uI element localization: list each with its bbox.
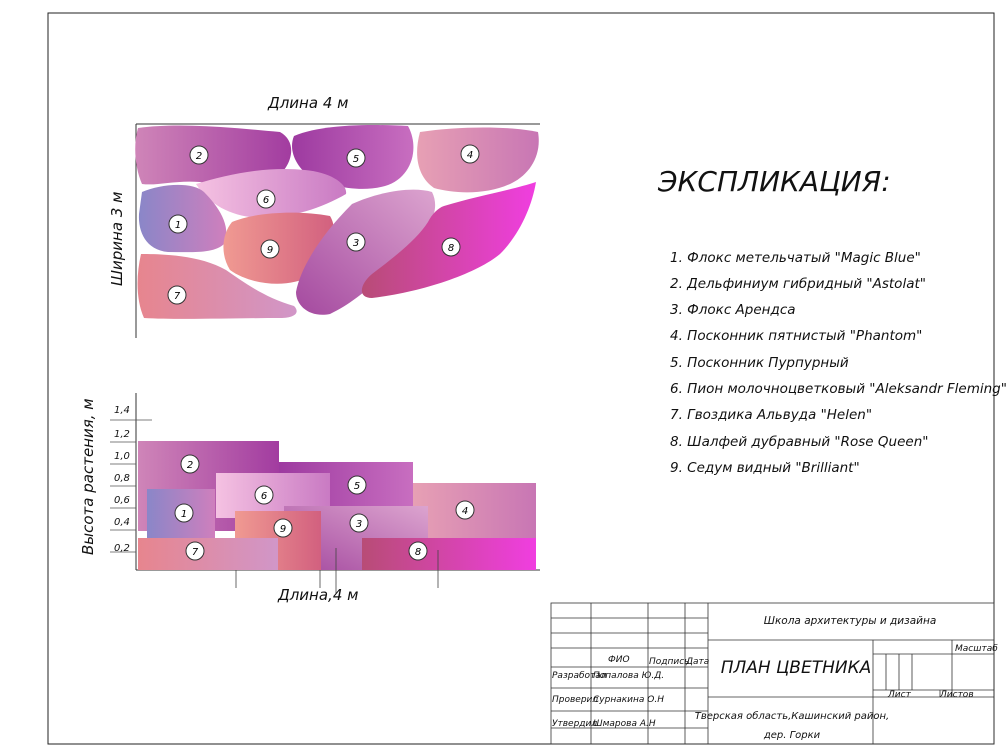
plan-length-label: Длина 4 м — [268, 94, 349, 112]
explication-item-2: 2. Дельфиниум гибридный "Astolat" — [670, 276, 926, 292]
sheet-frame — [48, 13, 994, 744]
bed-marker-4 — [461, 145, 479, 163]
bed-marker-8 — [442, 238, 460, 256]
bed-number: 2 — [186, 460, 194, 471]
height-marker-9 — [274, 519, 292, 537]
location-line-1: Тверская область,Кашинский район, — [694, 711, 890, 722]
explication-item-7: 7. Гвоздика Альвуда "Helen" — [670, 407, 873, 423]
bed-number: 8 — [414, 547, 422, 558]
y-tick-0-8 — [110, 473, 136, 486]
role-approved: Утвердил — [552, 719, 598, 729]
column-fio: ФИО — [608, 655, 630, 665]
height-marker-3 — [350, 514, 368, 532]
role-developed: Разработал — [552, 671, 607, 681]
explication-item-9: 9. Седум видный "Brilliant" — [670, 460, 860, 476]
bed-number: 3 — [355, 519, 363, 530]
y-tick-0-4 — [110, 517, 136, 530]
bed-number: 7 — [173, 291, 181, 302]
bed-marker-3 — [347, 233, 365, 251]
explication-item-3: 3. Флокс Арендса — [670, 302, 796, 318]
bed-number: 6 — [262, 195, 270, 206]
scale-label: Масштаб — [955, 644, 998, 654]
height-marker-4 — [456, 501, 474, 519]
y-tick-label: 0,4 — [114, 517, 130, 528]
y-tick-label: 0,2 — [114, 543, 130, 554]
bed-number: 6 — [260, 491, 268, 502]
elevation-x-label: Длина,4 м — [278, 586, 359, 604]
y-tick-label: 1,2 — [114, 429, 130, 440]
name-approved: Шмарова А.Н — [593, 719, 656, 729]
y-tick-label: 1,0 — [114, 451, 130, 462]
explication-title: ЭКСПЛИКАЦИЯ: — [658, 165, 891, 198]
height-marker-1 — [175, 504, 193, 522]
plan-width-label: Ширина 3 м — [108, 191, 126, 286]
elevation-y-label: Высота растения, м — [79, 398, 97, 555]
bed-marker-5 — [347, 149, 365, 167]
bed-marker-9 — [261, 240, 279, 258]
explication-item-5: 5. Посконник Пурпурный — [670, 355, 849, 371]
height-block-4 — [413, 483, 536, 538]
location-line-2: дер. Горки — [763, 730, 821, 741]
height-block-8 — [362, 538, 536, 570]
sheets-label: Листов — [940, 690, 974, 700]
explication-item-8: 8. Шалфей дубравный "Rose Queen" — [670, 434, 929, 450]
bed-marker-7 — [168, 286, 186, 304]
bed-number: 5 — [352, 154, 360, 165]
name-checked: Сурнакина О.Н — [593, 695, 664, 705]
name-developed: Попалова Ю.Д. — [593, 671, 665, 681]
bed-number: 9 — [279, 524, 287, 535]
bed-number: 1 — [180, 509, 188, 520]
school-name: Школа архитектуры и дизайна — [763, 615, 937, 627]
height-marker-7 — [186, 542, 204, 560]
bed-number: 5 — [353, 481, 361, 492]
y-tick-label: 0,8 — [114, 473, 130, 484]
elevation-view — [79, 393, 540, 604]
bed-number: 4 — [466, 150, 474, 161]
bed-number: 9 — [266, 245, 274, 256]
bed-number: 2 — [195, 151, 203, 162]
bed-4 — [417, 128, 539, 193]
column-date: Дата — [686, 657, 710, 667]
y-tick-label: 0,6 — [114, 495, 130, 506]
explication-item-6: 6. Пион молочноцветковый "Aleksandr Fleming" — [670, 381, 1007, 397]
y-tick-1-2 — [110, 429, 136, 442]
height-marker-8 — [409, 542, 427, 560]
y-tick-1-0 — [110, 451, 136, 464]
bed-number: 3 — [352, 238, 360, 249]
y-tick-0-6 — [110, 495, 136, 508]
bed-number: 8 — [447, 243, 455, 254]
role-checked: Проверил — [552, 695, 599, 705]
column-sign: Подпись — [649, 657, 690, 667]
y-tick-label: 1,4 — [114, 405, 130, 416]
bed-marker-2 — [190, 146, 208, 164]
y-tick-0-2 — [110, 543, 136, 554]
plan-view — [108, 94, 540, 338]
explication-item-1: 1. Флокс метельчатый "Magic Blue" — [670, 250, 921, 266]
bed-number: 1 — [174, 220, 182, 231]
title-block-text — [552, 615, 998, 741]
height-marker-2 — [181, 455, 199, 473]
drawing-title: ПЛАН ЦВЕТНИКА — [720, 658, 872, 678]
height-marker-5 — [348, 476, 366, 494]
y-tick-1-4 — [110, 405, 152, 420]
height-marker-6 — [255, 486, 273, 504]
sheet-label: Лист — [888, 690, 911, 700]
bed-marker-6 — [257, 190, 275, 208]
bed-number: 4 — [461, 506, 469, 517]
height-block-7 — [138, 538, 278, 570]
explication-item-4: 4. Посконник пятнистый "Phantom" — [670, 328, 923, 344]
bed-number: 7 — [191, 547, 199, 558]
explication — [657, 165, 1007, 476]
bed-marker-1 — [169, 215, 187, 233]
